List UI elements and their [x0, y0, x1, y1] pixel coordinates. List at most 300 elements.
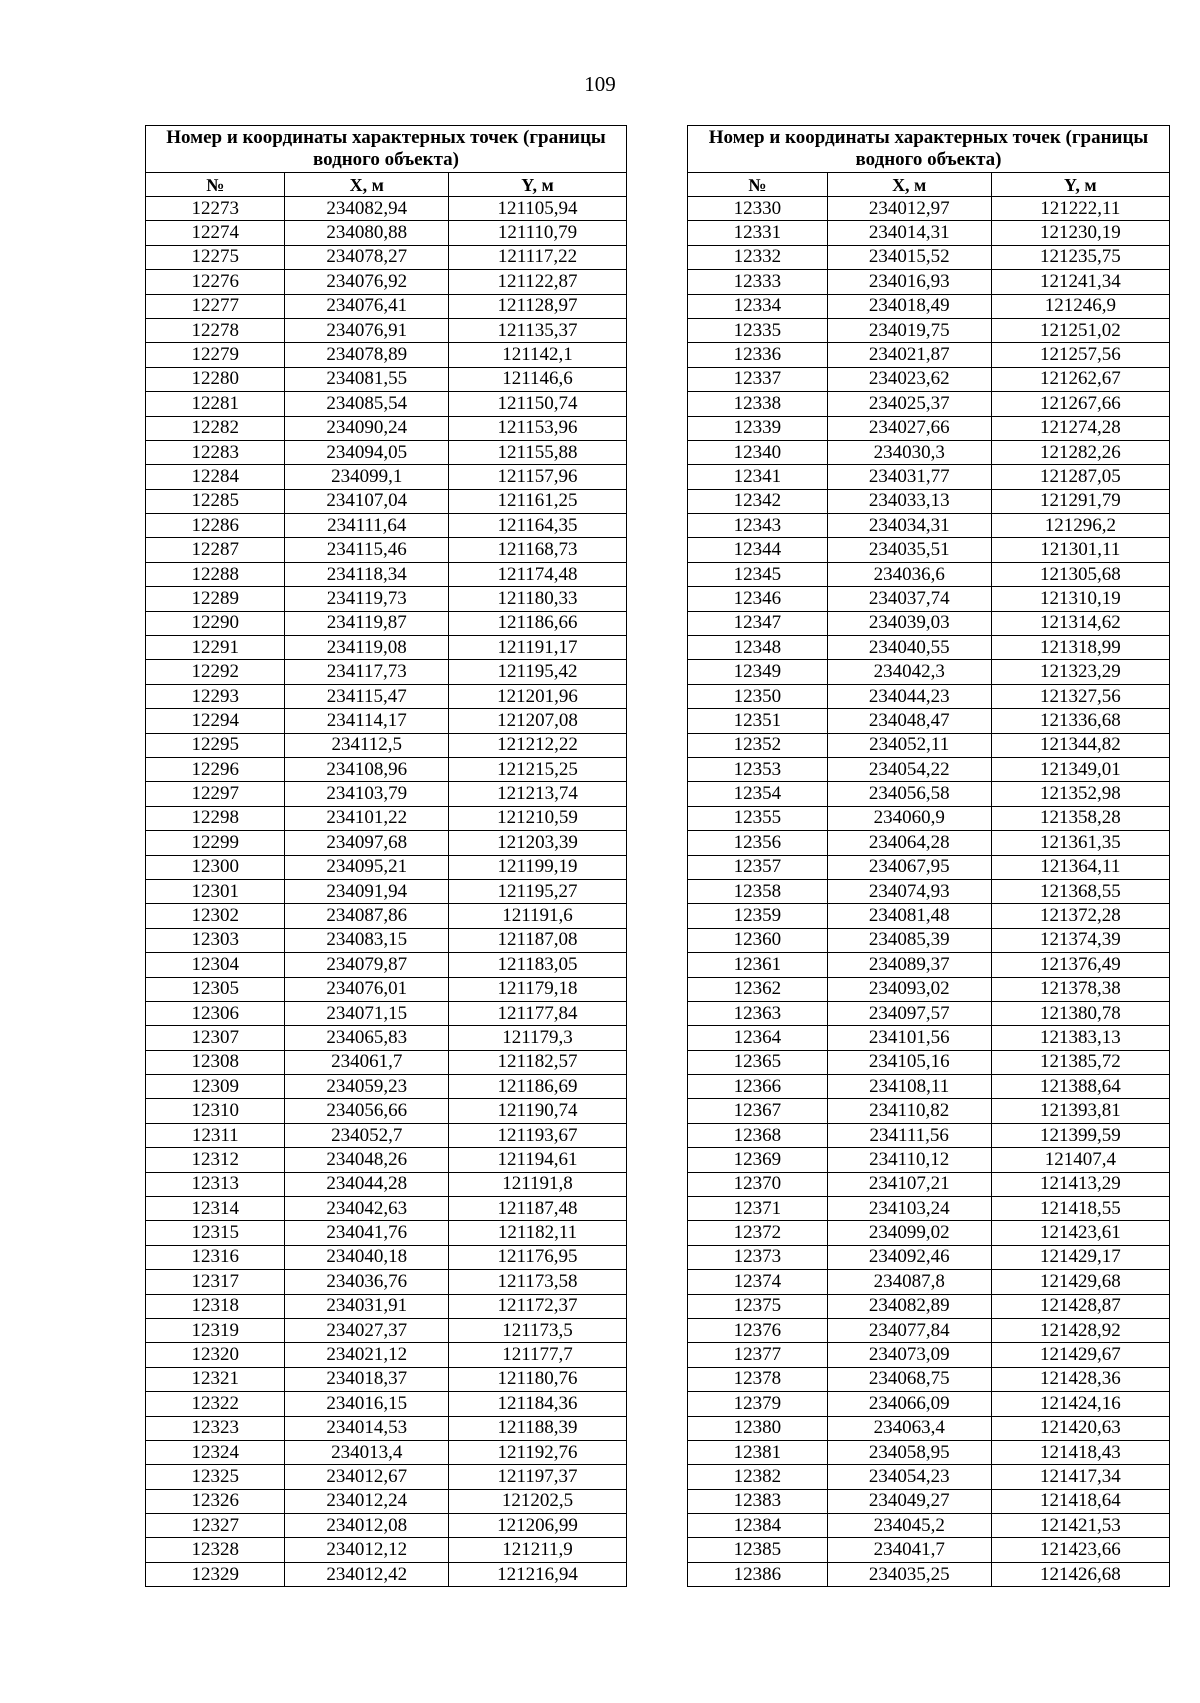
table-row — [688, 1197, 1170, 1221]
point-number-cell: 12336 — [688, 343, 828, 367]
y-coordinate-cell: 121393,81 — [991, 1099, 1169, 1123]
x-coordinate-cell: 234040,55 — [827, 636, 991, 660]
x-coordinate-cell: 234018,49 — [827, 294, 991, 318]
table-row — [146, 806, 627, 830]
y-coordinate-cell: 121180,33 — [449, 587, 627, 611]
table-row — [146, 1440, 627, 1464]
table-row — [146, 855, 627, 879]
table-row — [146, 318, 627, 342]
x-coordinate-cell: 234035,51 — [827, 538, 991, 562]
x-coordinate-cell: 234036,6 — [827, 562, 991, 586]
table-row — [146, 1221, 627, 1245]
y-coordinate-cell: 121213,74 — [449, 782, 627, 806]
point-number-cell: 12313 — [146, 1172, 285, 1196]
table-row — [688, 1172, 1170, 1196]
point-number-cell: 12332 — [688, 245, 828, 269]
table-row — [688, 1001, 1170, 1025]
y-coordinate-cell: 121173,5 — [449, 1318, 627, 1342]
y-coordinate-cell: 121188,39 — [449, 1416, 627, 1440]
point-number-cell: 12276 — [146, 270, 285, 294]
y-coordinate-cell: 121146,6 — [449, 367, 627, 391]
y-coordinate-cell: 121164,35 — [449, 514, 627, 538]
table-row — [688, 294, 1170, 318]
table-row — [146, 1416, 627, 1440]
y-coordinate-cell: 121310,19 — [991, 587, 1169, 611]
x-coordinate-cell: 234033,13 — [827, 489, 991, 513]
point-number-cell: 12314 — [146, 1197, 285, 1221]
x-coordinate-cell: 234060,9 — [827, 806, 991, 830]
x-coordinate-cell: 234049,27 — [827, 1489, 991, 1513]
point-number-cell: 12348 — [688, 636, 828, 660]
table-row — [688, 1123, 1170, 1147]
table-row — [146, 587, 627, 611]
point-number-cell: 12356 — [688, 831, 828, 855]
x-coordinate-cell: 234012,97 — [827, 197, 991, 221]
y-coordinate-cell: 121429,17 — [991, 1245, 1169, 1269]
table-row — [688, 440, 1170, 464]
x-coordinate-cell: 234071,15 — [285, 1001, 449, 1025]
y-coordinate-cell: 121241,34 — [991, 270, 1169, 294]
x-coordinate-cell: 234063,4 — [827, 1416, 991, 1440]
y-coordinate-cell: 121157,96 — [449, 465, 627, 489]
x-coordinate-cell: 234042,3 — [827, 660, 991, 684]
x-coordinate-cell: 234083,15 — [285, 928, 449, 952]
y-coordinate-cell: 121172,37 — [449, 1294, 627, 1318]
table-row — [146, 489, 627, 513]
table-row — [146, 343, 627, 367]
x-coordinate-cell: 234119,87 — [285, 611, 449, 635]
y-coordinate-cell: 121426,68 — [991, 1562, 1169, 1586]
point-number-cell: 12298 — [146, 806, 285, 830]
table-row — [688, 318, 1170, 342]
x-coordinate-cell: 234048,47 — [827, 709, 991, 733]
x-coordinate-cell: 234012,42 — [285, 1562, 449, 1586]
table-row — [146, 1318, 627, 1342]
x-coordinate-cell: 234054,23 — [827, 1465, 991, 1489]
y-coordinate-cell: 121428,36 — [991, 1367, 1169, 1391]
x-coordinate-cell: 234074,93 — [827, 879, 991, 903]
y-coordinate-cell: 121251,02 — [991, 318, 1169, 342]
point-number-cell: 12354 — [688, 782, 828, 806]
x-coordinate-cell: 234035,25 — [827, 1562, 991, 1586]
y-coordinate-cell: 121380,78 — [991, 1001, 1169, 1025]
x-coordinate-cell: 234044,23 — [827, 684, 991, 708]
y-coordinate-cell: 121388,64 — [991, 1075, 1169, 1099]
point-number-cell: 12325 — [146, 1465, 285, 1489]
point-number-cell: 12307 — [146, 1026, 285, 1050]
y-coordinate-cell: 121174,48 — [449, 562, 627, 586]
x-coordinate-cell: 234099,1 — [285, 465, 449, 489]
point-number-cell: 12359 — [688, 904, 828, 928]
point-number-cell: 12382 — [688, 1465, 828, 1489]
y-coordinate-cell: 121429,67 — [991, 1343, 1169, 1367]
table-row — [688, 831, 1170, 855]
point-number-cell: 12277 — [146, 294, 285, 318]
x-coordinate-cell: 234108,11 — [827, 1075, 991, 1099]
table-row — [146, 1270, 627, 1294]
y-coordinate-cell: 121287,05 — [991, 465, 1169, 489]
y-coordinate-cell: 121383,13 — [991, 1026, 1169, 1050]
table-row — [688, 879, 1170, 903]
table-row — [146, 1001, 627, 1025]
y-coordinate-cell: 121423,66 — [991, 1538, 1169, 1562]
x-coordinate-cell: 234039,03 — [827, 611, 991, 635]
point-number-cell: 12369 — [688, 1148, 828, 1172]
x-coordinate-cell: 234012,24 — [285, 1489, 449, 1513]
x-coordinate-cell: 234013,4 — [285, 1440, 449, 1464]
y-coordinate-cell: 121142,1 — [449, 343, 627, 367]
point-number-cell: 12320 — [146, 1343, 285, 1367]
y-coordinate-cell: 121191,6 — [449, 904, 627, 928]
y-coordinate-cell: 121212,22 — [449, 733, 627, 757]
table-row — [688, 416, 1170, 440]
table-row — [146, 977, 627, 1001]
y-coordinate-cell: 121257,56 — [991, 343, 1169, 367]
point-number-cell: 12352 — [688, 733, 828, 757]
y-coordinate-cell: 121428,92 — [991, 1318, 1169, 1342]
y-coordinate-cell: 121192,76 — [449, 1440, 627, 1464]
y-coordinate-cell: 121199,19 — [449, 855, 627, 879]
point-number-cell: 12360 — [688, 928, 828, 952]
table-row — [688, 562, 1170, 586]
point-number-cell: 12342 — [688, 489, 828, 513]
page-number: 109 — [584, 72, 616, 96]
point-number-cell: 12355 — [688, 806, 828, 830]
y-coordinate-cell: 121296,2 — [991, 514, 1169, 538]
table-row — [146, 1538, 627, 1562]
point-number-cell: 12328 — [146, 1538, 285, 1562]
x-coordinate-cell: 234095,21 — [285, 855, 449, 879]
point-number-cell: 12297 — [146, 782, 285, 806]
point-number-cell: 12384 — [688, 1514, 828, 1538]
y-coordinate-cell: 121374,39 — [991, 928, 1169, 952]
x-coordinate-cell: 234079,87 — [285, 953, 449, 977]
table-row — [688, 1489, 1170, 1513]
point-number-cell: 12308 — [146, 1050, 285, 1074]
point-number-cell: 12306 — [146, 1001, 285, 1025]
table-row — [688, 928, 1170, 952]
x-coordinate-cell: 234059,23 — [285, 1075, 449, 1099]
y-coordinate-cell: 121210,59 — [449, 806, 627, 830]
point-number-cell: 12370 — [688, 1172, 828, 1196]
point-number-cell: 12280 — [146, 367, 285, 391]
x-coordinate-cell: 234076,41 — [285, 294, 449, 318]
table-row — [146, 709, 627, 733]
x-coordinate-cell: 234080,88 — [285, 221, 449, 245]
table-row — [688, 1465, 1170, 1489]
table-row — [146, 1562, 627, 1586]
y-coordinate-cell: 121368,55 — [991, 879, 1169, 903]
point-number-cell: 12281 — [146, 392, 285, 416]
point-number-cell: 12363 — [688, 1001, 828, 1025]
point-number-cell: 12312 — [146, 1148, 285, 1172]
point-number-cell: 12299 — [146, 831, 285, 855]
x-coordinate-cell: 234067,95 — [827, 855, 991, 879]
point-number-cell: 12368 — [688, 1123, 828, 1147]
y-coordinate-cell: 121327,56 — [991, 684, 1169, 708]
point-number-cell: 12302 — [146, 904, 285, 928]
point-number-cell: 12349 — [688, 660, 828, 684]
table-row — [688, 270, 1170, 294]
point-number-cell: 12361 — [688, 953, 828, 977]
column-header-number: № — [688, 173, 828, 197]
table-row — [688, 514, 1170, 538]
x-coordinate-cell: 234068,75 — [827, 1367, 991, 1391]
y-coordinate-cell: 121150,74 — [449, 392, 627, 416]
x-coordinate-cell: 234091,94 — [285, 879, 449, 903]
table-row — [688, 465, 1170, 489]
table-row — [146, 1172, 627, 1196]
point-number-cell: 12375 — [688, 1294, 828, 1318]
table-row — [146, 416, 627, 440]
x-coordinate-cell: 234021,87 — [827, 343, 991, 367]
table-row — [146, 1489, 627, 1513]
x-coordinate-cell: 234081,48 — [827, 904, 991, 928]
x-coordinate-cell: 234103,24 — [827, 1197, 991, 1221]
point-number-cell: 12275 — [146, 245, 285, 269]
table-row — [146, 660, 627, 684]
table-row — [688, 1026, 1170, 1050]
column-header-number: № — [146, 173, 285, 197]
table-row — [146, 1465, 627, 1489]
x-coordinate-cell: 234021,12 — [285, 1343, 449, 1367]
point-number-cell: 12364 — [688, 1026, 828, 1050]
table-row — [146, 1026, 627, 1050]
point-number-cell: 12377 — [688, 1343, 828, 1367]
y-coordinate-cell: 121191,8 — [449, 1172, 627, 1196]
y-coordinate-cell: 121186,69 — [449, 1075, 627, 1099]
y-coordinate-cell: 121291,79 — [991, 489, 1169, 513]
x-coordinate-cell: 234037,74 — [827, 587, 991, 611]
table-row — [688, 904, 1170, 928]
point-number-cell: 12331 — [688, 221, 828, 245]
y-coordinate-cell: 121364,11 — [991, 855, 1169, 879]
point-number-cell: 12290 — [146, 611, 285, 635]
table-row — [146, 1343, 627, 1367]
table-row — [146, 1123, 627, 1147]
point-number-cell: 12292 — [146, 660, 285, 684]
y-coordinate-cell: 121153,96 — [449, 416, 627, 440]
x-coordinate-cell: 234092,46 — [827, 1245, 991, 1269]
table-row — [146, 221, 627, 245]
table-row — [146, 928, 627, 952]
point-number-cell: 12344 — [688, 538, 828, 562]
y-coordinate-cell: 121194,61 — [449, 1148, 627, 1172]
x-coordinate-cell: 234041,7 — [827, 1538, 991, 1562]
x-coordinate-cell: 234056,58 — [827, 782, 991, 806]
point-number-cell: 12283 — [146, 440, 285, 464]
x-coordinate-cell: 234085,54 — [285, 392, 449, 416]
x-coordinate-cell: 234031,91 — [285, 1294, 449, 1318]
table-row — [688, 367, 1170, 391]
y-coordinate-cell: 121420,63 — [991, 1416, 1169, 1440]
point-number-cell: 12383 — [688, 1489, 828, 1513]
point-number-cell: 12327 — [146, 1514, 285, 1538]
y-coordinate-cell: 121246,9 — [991, 294, 1169, 318]
y-coordinate-cell: 121318,99 — [991, 636, 1169, 660]
point-number-cell: 12343 — [688, 514, 828, 538]
table-row — [146, 1050, 627, 1074]
y-coordinate-cell: 121207,08 — [449, 709, 627, 733]
x-coordinate-cell: 234101,22 — [285, 806, 449, 830]
table-row — [146, 440, 627, 464]
table-body — [688, 197, 1170, 1587]
table-row — [688, 1099, 1170, 1123]
table-row — [688, 343, 1170, 367]
x-coordinate-cell: 234052,7 — [285, 1123, 449, 1147]
y-coordinate-cell: 121372,28 — [991, 904, 1169, 928]
y-coordinate-cell: 121378,38 — [991, 977, 1169, 1001]
y-coordinate-cell: 121385,72 — [991, 1050, 1169, 1074]
x-coordinate-cell: 234115,46 — [285, 538, 449, 562]
x-coordinate-cell: 234034,31 — [827, 514, 991, 538]
table-row — [688, 1148, 1170, 1172]
point-number-cell: 12380 — [688, 1416, 828, 1440]
table-row — [688, 587, 1170, 611]
point-number-cell: 12288 — [146, 562, 285, 586]
table-row — [146, 733, 627, 757]
point-number-cell: 12351 — [688, 709, 828, 733]
y-coordinate-cell: 121177,84 — [449, 1001, 627, 1025]
point-number-cell: 12293 — [146, 684, 285, 708]
y-coordinate-cell: 121424,16 — [991, 1392, 1169, 1416]
y-coordinate-cell: 121235,75 — [991, 245, 1169, 269]
point-number-cell: 12305 — [146, 977, 285, 1001]
x-coordinate-cell: 234076,01 — [285, 977, 449, 1001]
x-coordinate-cell: 234012,08 — [285, 1514, 449, 1538]
point-number-cell: 12310 — [146, 1099, 285, 1123]
table-row — [146, 757, 627, 781]
point-number-cell: 12273 — [146, 197, 285, 221]
table-row — [146, 782, 627, 806]
y-coordinate-cell: 121191,17 — [449, 636, 627, 660]
x-coordinate-cell: 234016,15 — [285, 1392, 449, 1416]
table-row — [146, 1294, 627, 1318]
x-coordinate-cell: 234012,12 — [285, 1538, 449, 1562]
y-coordinate-cell: 121183,05 — [449, 953, 627, 977]
x-coordinate-cell: 234105,16 — [827, 1050, 991, 1074]
x-coordinate-cell: 234018,37 — [285, 1367, 449, 1391]
point-number-cell: 12334 — [688, 294, 828, 318]
point-number-cell: 12321 — [146, 1367, 285, 1391]
table-row — [688, 1075, 1170, 1099]
table-row — [688, 806, 1170, 830]
x-coordinate-cell: 234058,95 — [827, 1440, 991, 1464]
table-row — [146, 245, 627, 269]
point-number-cell: 12300 — [146, 855, 285, 879]
x-coordinate-cell: 234089,37 — [827, 953, 991, 977]
x-coordinate-cell: 234078,89 — [285, 343, 449, 367]
point-number-cell: 12353 — [688, 757, 828, 781]
point-number-cell: 12374 — [688, 1270, 828, 1294]
x-coordinate-cell: 234027,37 — [285, 1318, 449, 1342]
table-row — [688, 1294, 1170, 1318]
y-coordinate-cell: 121197,37 — [449, 1465, 627, 1489]
y-coordinate-cell: 121282,26 — [991, 440, 1169, 464]
point-number-cell: 12301 — [146, 879, 285, 903]
y-coordinate-cell: 121110,79 — [449, 221, 627, 245]
y-coordinate-cell: 121418,64 — [991, 1489, 1169, 1513]
table-row — [688, 392, 1170, 416]
x-coordinate-cell: 234016,93 — [827, 270, 991, 294]
x-coordinate-cell: 234036,76 — [285, 1270, 449, 1294]
y-coordinate-cell: 121216,94 — [449, 1562, 627, 1586]
point-number-cell: 12279 — [146, 343, 285, 367]
y-coordinate-cell: 121361,35 — [991, 831, 1169, 855]
x-coordinate-cell: 234041,76 — [285, 1221, 449, 1245]
point-number-cell: 12337 — [688, 367, 828, 391]
x-coordinate-cell: 234012,67 — [285, 1465, 449, 1489]
x-coordinate-cell: 234107,21 — [827, 1172, 991, 1196]
table-row — [146, 538, 627, 562]
y-coordinate-cell: 121349,01 — [991, 757, 1169, 781]
column-header-x: X, м — [827, 173, 991, 197]
x-coordinate-cell: 234090,24 — [285, 416, 449, 440]
coordinates-table-right — [687, 125, 1170, 1587]
y-coordinate-cell: 121423,61 — [991, 1221, 1169, 1245]
point-number-cell: 12340 — [688, 440, 828, 464]
table-row — [688, 1392, 1170, 1416]
point-number-cell: 12366 — [688, 1075, 828, 1099]
y-coordinate-cell: 121352,98 — [991, 782, 1169, 806]
x-coordinate-cell: 234045,2 — [827, 1514, 991, 1538]
table-row — [688, 733, 1170, 757]
x-coordinate-cell: 234103,79 — [285, 782, 449, 806]
point-number-cell: 12386 — [688, 1562, 828, 1586]
point-number-cell: 12294 — [146, 709, 285, 733]
point-number-cell: 12345 — [688, 562, 828, 586]
point-number-cell: 12319 — [146, 1318, 285, 1342]
point-number-cell: 12347 — [688, 611, 828, 635]
x-coordinate-cell: 234025,37 — [827, 392, 991, 416]
y-coordinate-cell: 121407,4 — [991, 1148, 1169, 1172]
point-number-cell: 12285 — [146, 489, 285, 513]
table-row — [146, 953, 627, 977]
x-coordinate-cell: 234115,47 — [285, 684, 449, 708]
x-coordinate-cell: 234119,73 — [285, 587, 449, 611]
point-number-cell: 12333 — [688, 270, 828, 294]
point-number-cell: 12346 — [688, 587, 828, 611]
x-coordinate-cell: 234044,28 — [285, 1172, 449, 1196]
table-row — [146, 1197, 627, 1221]
y-coordinate-cell: 121128,97 — [449, 294, 627, 318]
point-number-cell: 12318 — [146, 1294, 285, 1318]
point-number-cell: 12379 — [688, 1392, 828, 1416]
x-coordinate-cell: 234078,27 — [285, 245, 449, 269]
table-row — [688, 977, 1170, 1001]
y-coordinate-cell: 121413,29 — [991, 1172, 1169, 1196]
column-header-x: X, м — [285, 173, 449, 197]
y-coordinate-cell: 121182,57 — [449, 1050, 627, 1074]
table-row — [146, 197, 627, 221]
table-row — [688, 1562, 1170, 1586]
table-row — [688, 197, 1170, 221]
point-number-cell: 12289 — [146, 587, 285, 611]
x-coordinate-cell: 234040,18 — [285, 1245, 449, 1269]
x-coordinate-cell: 234097,57 — [827, 1001, 991, 1025]
x-coordinate-cell: 234066,09 — [827, 1392, 991, 1416]
x-coordinate-cell: 234076,91 — [285, 318, 449, 342]
y-coordinate-cell: 121173,58 — [449, 1270, 627, 1294]
point-number-cell: 12286 — [146, 514, 285, 538]
y-coordinate-cell: 121184,36 — [449, 1392, 627, 1416]
x-coordinate-cell: 234042,63 — [285, 1197, 449, 1221]
x-coordinate-cell: 234107,04 — [285, 489, 449, 513]
table-row — [146, 879, 627, 903]
table-row — [688, 1221, 1170, 1245]
table-row — [688, 611, 1170, 635]
x-coordinate-cell: 234114,17 — [285, 709, 449, 733]
